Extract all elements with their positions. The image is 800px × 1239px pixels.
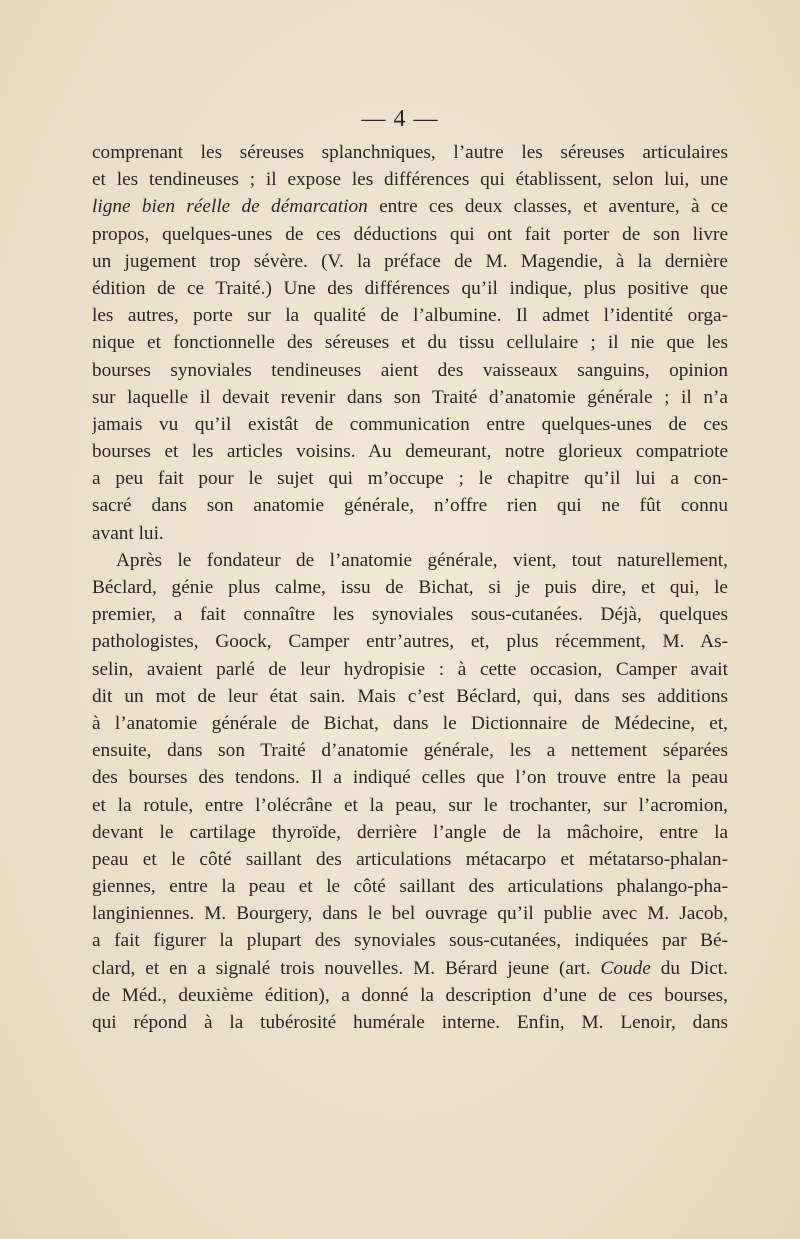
line-text: premier, a fait connaître les synoviales sous-cutanées. Déjà, quelques: [92, 604, 728, 626]
text-line: [92, 683, 728, 710]
text-line: [92, 656, 728, 683]
line-text: dit un mot de leur état sain. Mais c’est Béclard, qui, dans ses additions: [92, 685, 728, 707]
line-text: édition de ce Traité.) Une des différences qu’il indique, plus positive que: [92, 277, 728, 299]
text-line: [92, 492, 728, 519]
line-text: entre ces deux classes, et aventure, à ce: [367, 196, 728, 218]
line-text: a fait figurer la plupart des synoviales sous-cutanées, indiquées par Bé-: [92, 930, 728, 952]
line-text: Après le fondateur de l’anatomie générale, vient, tout naturellement,: [116, 549, 728, 571]
text-line: [92, 792, 728, 819]
text-line: [92, 438, 728, 465]
text-line: [92, 547, 728, 574]
italic-phrase: ligne bien réelle de démarcation: [92, 196, 368, 218]
text-line: [92, 628, 728, 655]
line-text: clard, et en a signalé trois nouvelles. M. Bérard jeune (art.: [92, 957, 601, 979]
text-line: [92, 574, 728, 601]
text-line: [92, 357, 728, 384]
line-text: Béclard, génie plus calme, issu de Bichat, si je puis dire, et qui, le: [92, 577, 728, 598]
line-text: bourses synoviales tendineuses aient des vaisseaux sanguins, opinion: [92, 359, 728, 381]
text-line: [92, 221, 728, 248]
text-line: [92, 1009, 728, 1036]
line-text: de Méd., deuxième édition), a donné la description d’une de ces bourses,: [92, 984, 728, 1006]
text-line: [92, 139, 728, 166]
text-line: [92, 819, 728, 846]
text-line: [92, 764, 728, 791]
line-text: sur laquelle il devait revenir dans son Traité d’anatomie générale ; il n’a: [92, 386, 728, 408]
line-text: avant lui.: [92, 522, 164, 544]
line-text: et la rotule, entre l’olécrâne et la peau, sur le trochanter, sur l’acromion,: [92, 794, 728, 816]
line-text: les autres, porte sur la qualité de l’albumine. Il admet l’identité orga-: [92, 305, 728, 327]
italic-phrase: Coude: [600, 957, 651, 979]
text-line: [92, 275, 728, 302]
text-line: [92, 873, 728, 900]
text-line: [92, 982, 728, 1009]
line-text: et les tendineuses ; il expose les différences qui établissent, selon lui, une: [92, 169, 728, 191]
line-text: un jugement trop sévère. (V. la préface de M. Magendie, à la dernière: [92, 250, 728, 272]
line-text: qui répond à la tubérosité humérale interne. Enfin, M. Lenoir, dans: [92, 1012, 728, 1033]
page-number: — 4 —: [361, 106, 439, 132]
line-text: a peu fait pour le sujet qui m’occupe ; le chapitre qu’il lui a con-: [92, 468, 728, 490]
line-text: comprenant les séreuses splanchniques, l’autre les séreuses articulaires: [92, 142, 728, 163]
line-text: pathologistes, Goock, Camper entr’autres, et, plus récemment, M. As-: [92, 631, 728, 653]
text-line: [92, 846, 728, 873]
text-line: [92, 193, 728, 220]
line-text: bourses et les articles voisins. Au demeurant, notre glorieux compatriote: [92, 441, 728, 463]
text-line: [92, 302, 728, 329]
text-line: [92, 248, 728, 275]
line-text: peau et le côté saillant des articulations métacarpo et métatarso-phalan-: [92, 848, 728, 870]
text-line: [92, 927, 728, 954]
text-line: [92, 520, 728, 547]
line-text: nique et fonctionnelle des séreuses et du tissu cellulaire ; il nie que les: [92, 332, 728, 354]
line-text: ensuite, dans son Traité d’anatomie générale, les a nettement séparées: [92, 740, 728, 762]
text-line: [92, 955, 728, 982]
text-line: [92, 710, 728, 737]
line-text: du Dict.: [650, 957, 728, 979]
line-text: selin, avaient parlé de leur hydropisie : à cette occasion, Camper avait: [92, 658, 728, 680]
body-text: [92, 139, 728, 1036]
line-text: giennes, entre la peau et le côté saillant des articulations phalango-pha-: [92, 876, 728, 898]
line-text: propos, quelques-unes de ces déductions qui ont fait porter de son livre: [92, 223, 728, 245]
line-text: devant le cartilage thyroïde, derrière l’angle de la mâchoire, entre la: [92, 821, 728, 843]
text-line: [92, 900, 728, 927]
line-text: à l’anatomie générale de Bichat, dans le Dictionnaire de Médecine, et,: [92, 712, 728, 734]
text-line: [92, 737, 728, 764]
text-line: [92, 411, 728, 438]
text-line: [92, 166, 728, 193]
line-text: jamais vu qu’il existât de communication entre quelques-unes de ces: [92, 413, 728, 435]
line-text: des bourses des tendons. Il a indiqué celles que l’on trouve entre la peau: [92, 767, 728, 789]
line-text: langiniennes. M. Bourgery, dans le bel ouvrage qu’il publie avec M. Jacob,: [92, 903, 728, 925]
text-line: [92, 601, 728, 628]
text-line: [92, 329, 728, 356]
text-line: [92, 465, 728, 492]
text-line: [92, 384, 728, 411]
line-text: sacré dans son anatomie générale, n’offre rien qui ne fût connu: [92, 495, 728, 517]
